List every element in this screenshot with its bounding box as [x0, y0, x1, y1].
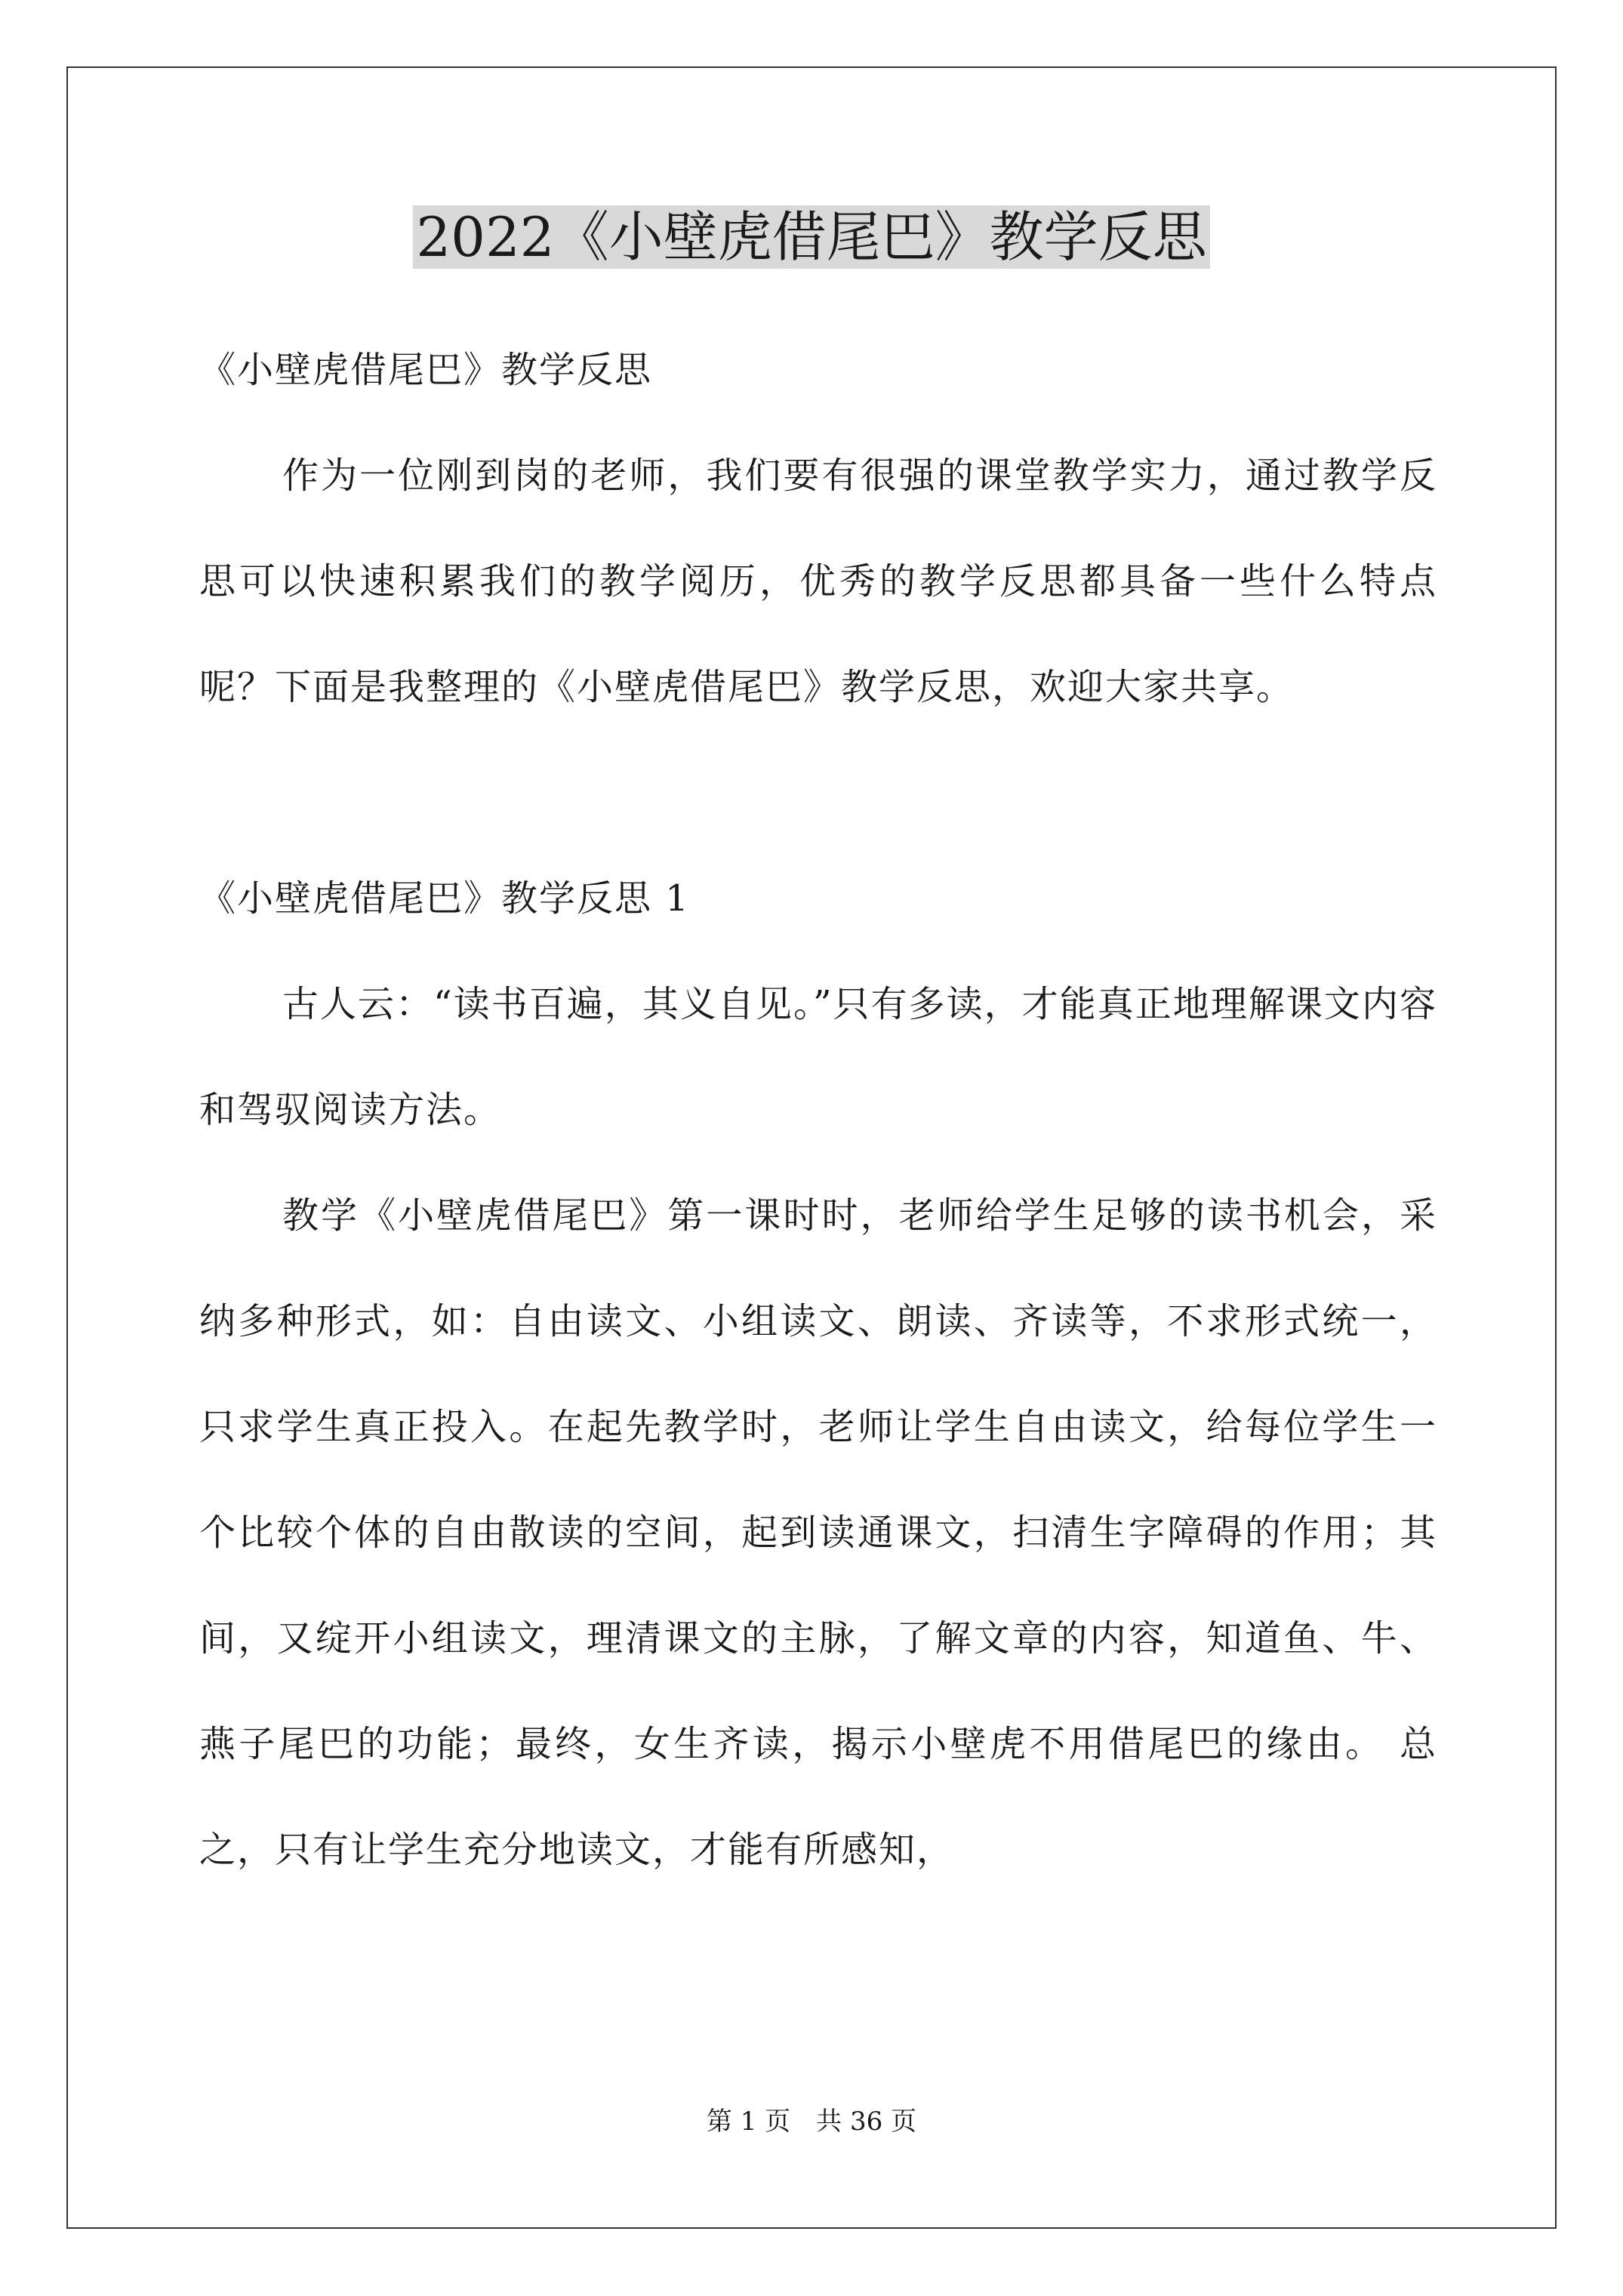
intro-heading: 《小壁虎借尾巴》教学反思 [199, 349, 653, 391]
section1-paragraph-1: 古人云：“读书百遍，其义自见。”只有多读，才能真正地理解课文内容和驾驭阅读方法。 [199, 983, 1437, 1131]
page-number: 第 1 页 [706, 2106, 791, 2137]
page-total: 共 36 页 [816, 2106, 917, 2137]
intro-paragraph: 作为一位刚到岗的老师，我们要有很强的课堂教学实力，通过教学反思可以快速积累我们的教学阅历，优秀的教学反思都具备一些什么特点呢？下面是我整理的《小壁虎借尾巴》教学反思，欢迎大家共享。 [199, 455, 1437, 708]
document-title [0, 199, 1623, 275]
page-footer [0, 2103, 1623, 2140]
section1-paragraph-2: 教学《小壁虎借尾巴》第一课时时，老师给学生足够的读书机会，采纳多种形式，如：自由读文、小组读文、朗读、齐读等，不求形式统一，只求学生真正投入。在起先教学时，老师让学生自由读文，给每位学生一个比较个体的自由散读的空间，起到读通课文，扫清生字障碍的作用；其间，又绽开小组读文，理清课文的主脉，了解文章的内容，知道鱼、牛、燕子尾巴的功能；最终，女生齐读，揭示小壁虎不用借尾巴的缘由。 总之，只有让学生充分地读文，才能有所感知， [199, 1194, 1437, 1871]
document-title-text: 2022《小壁虎借尾巴》教学反思 [413, 205, 1209, 269]
section1-heading: 《小壁虎借尾巴》教学反思 1 [199, 877, 690, 920]
document-body [199, 317, 1437, 1903]
section-spacer [199, 740, 1437, 846]
